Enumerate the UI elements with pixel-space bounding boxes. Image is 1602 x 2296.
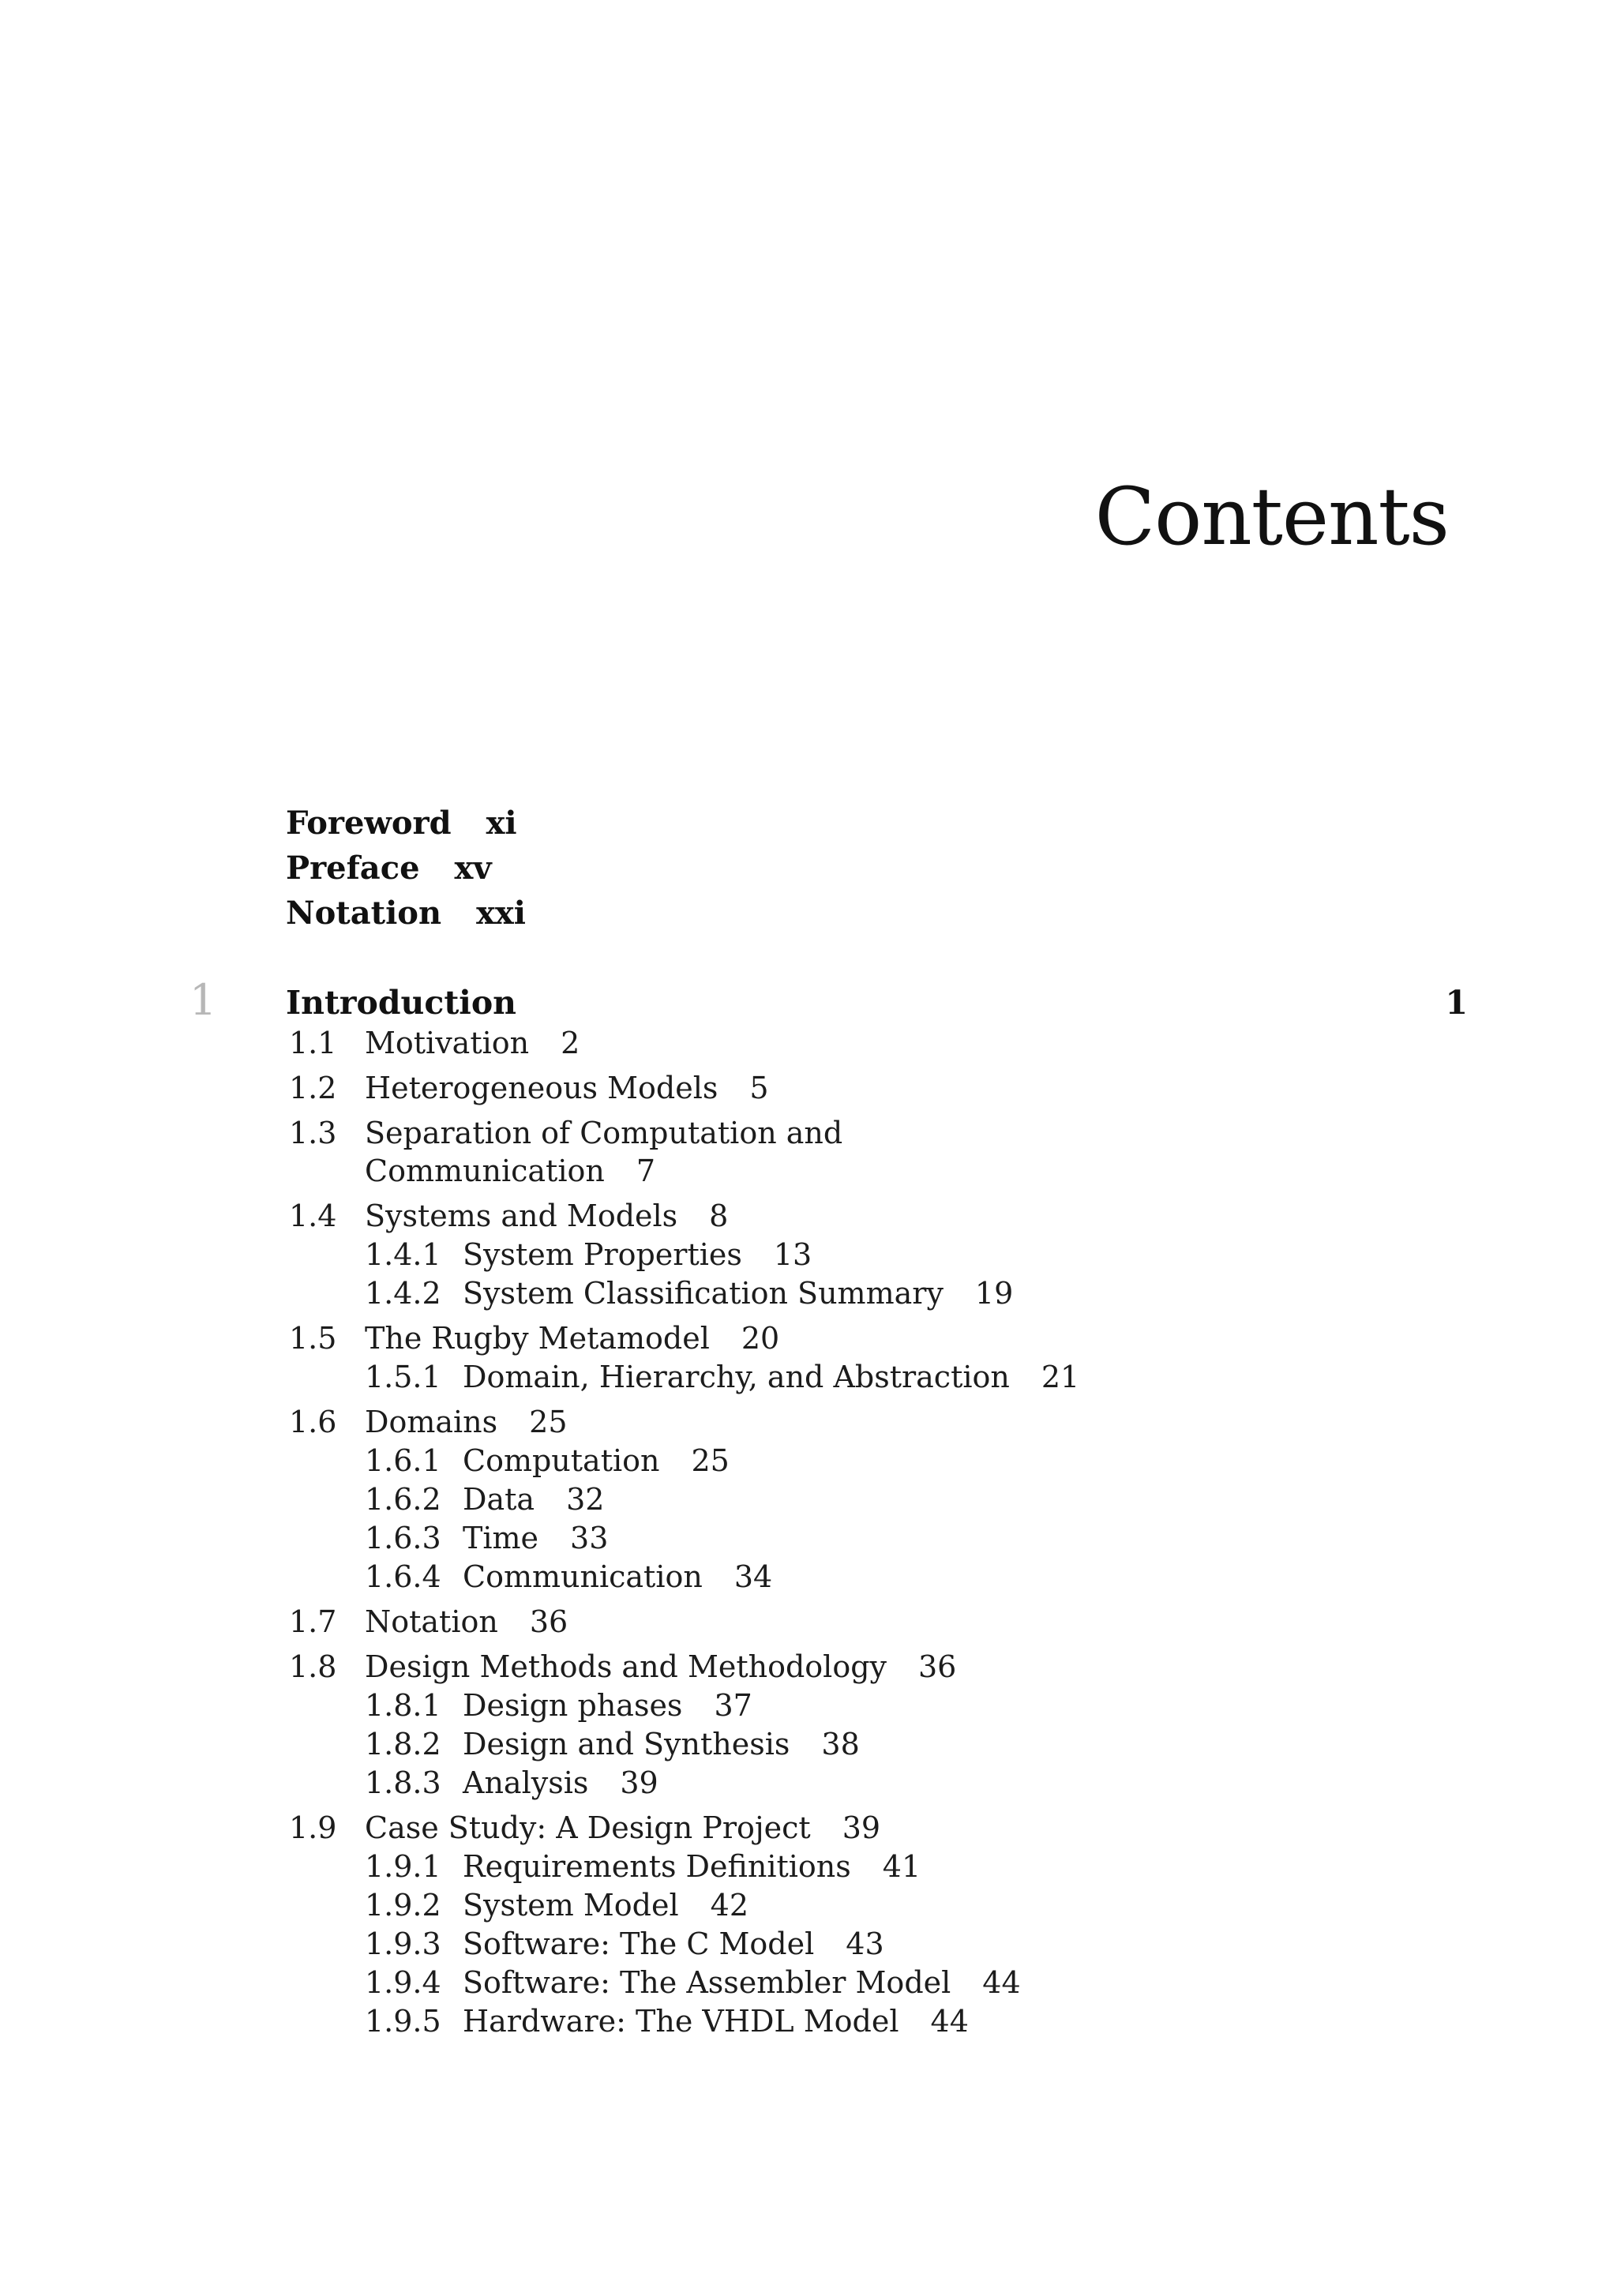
subsection-title: Software: The C Model 43	[463, 1926, 884, 1961]
section-title: Heterogeneous Models 5	[365, 1071, 769, 1105]
subsection-number: 1.9.4	[365, 1965, 441, 2000]
toc-entry-notation	[286, 895, 526, 932]
subsection-page: 33	[570, 1521, 609, 1555]
section-number: 1.1	[289, 1026, 337, 1060]
subsection-number: 1.4.2	[365, 1276, 441, 1311]
subsection-title: System Classification Summary 19	[463, 1276, 1014, 1311]
section-title: Design Methods and Methodology 36	[365, 1649, 957, 1684]
subsection-number: 1.9.2	[365, 1888, 441, 1923]
subsection-title: Hardware: The VHDL Model 44	[463, 2004, 969, 2039]
subsection-page: 44	[930, 2004, 969, 2039]
section-page: 2	[561, 1026, 580, 1060]
section-title: Systems and Models 8	[365, 1199, 729, 1233]
page-title: Contents	[1094, 471, 1449, 563]
section-number: 1.5	[289, 1321, 337, 1356]
subsection-title: System Model 42	[463, 1888, 748, 1923]
entry-page: xv	[454, 850, 492, 887]
subsection-page: 38	[821, 1727, 860, 1761]
chapter-title: Introduction	[286, 984, 516, 1022]
section-number: 1.7	[289, 1604, 337, 1639]
subsection-number: 1.8.2	[365, 1727, 441, 1761]
subsection-page: 34	[733, 1559, 773, 1594]
chapter-number: 1	[189, 975, 217, 1025]
section-title: The Rugby Metamodel 20	[365, 1321, 780, 1356]
section-title: Motivation 2	[365, 1026, 580, 1060]
subsection-title: Data 32	[463, 1482, 605, 1517]
subsection-title: Design phases 37	[463, 1688, 752, 1723]
subsection-title: Software: The Assembler Model 44	[463, 1965, 1021, 2000]
subsection-page: 19	[974, 1276, 1014, 1311]
section-page: 8	[709, 1199, 729, 1233]
subsection-title: System Properties 13	[463, 1237, 812, 1272]
subsection-page: 25	[691, 1443, 730, 1478]
section-title: Domains 25	[365, 1405, 568, 1439]
section-page: 7	[636, 1154, 656, 1188]
subsection-number: 1.4.1	[365, 1237, 441, 1272]
subsection-title: Requirements Definitions 41	[463, 1849, 921, 1884]
section-page: 36	[529, 1604, 568, 1639]
subsection-page: 37	[714, 1688, 752, 1723]
entry-title: Preface	[286, 850, 420, 887]
subsection-title: Domain, Hierarchy, and Abstraction 21	[463, 1360, 1080, 1394]
section-title: Case Study: A Design Project 39	[365, 1810, 881, 1845]
section-page: 25	[529, 1405, 568, 1439]
section-title: Separation of Computation and	[365, 1116, 843, 1150]
subsection-title: Design and Synthesis 38	[463, 1727, 860, 1761]
toc-entry-foreword	[286, 805, 517, 842]
subsection-page: 13	[773, 1237, 812, 1272]
section-number: 1.4	[289, 1199, 337, 1233]
section-title: Notation 36	[365, 1604, 568, 1639]
entry-title: Notation	[286, 895, 442, 932]
subsection-number: 1.9.5	[365, 2004, 441, 2039]
toc-entry-preface	[286, 850, 492, 887]
subsection-page: 39	[620, 1765, 658, 1800]
subsection-number: 1.6.1	[365, 1443, 441, 1478]
section-title-continued: Communication 7	[365, 1154, 656, 1188]
subsection-number: 1.8.3	[365, 1765, 441, 1800]
subsection-page: 44	[982, 1965, 1021, 2000]
section-page: 36	[918, 1649, 957, 1684]
section-page: 39	[842, 1810, 881, 1845]
section-page: 20	[741, 1321, 780, 1356]
subsection-number: 1.8.1	[365, 1688, 441, 1723]
subsection-page: 41	[882, 1849, 921, 1884]
subsection-title: Communication 34	[463, 1559, 773, 1594]
section-number: 1.2	[289, 1071, 337, 1105]
subsection-number: 1.6.2	[365, 1482, 441, 1517]
subsection-page: 43	[846, 1926, 884, 1961]
section-number: 1.6	[289, 1405, 337, 1439]
entry-title: Foreword	[286, 805, 452, 842]
entry-page: xxi	[476, 895, 526, 932]
subsection-number: 1.6.3	[365, 1521, 441, 1555]
subsection-page: 21	[1041, 1360, 1080, 1394]
section-number: 1.8	[289, 1649, 337, 1684]
entry-page: xi	[486, 805, 517, 842]
section-page: 5	[749, 1071, 769, 1105]
subsection-page: 42	[710, 1888, 748, 1923]
subsection-title: Computation 25	[463, 1443, 730, 1478]
section-number: 1.3	[289, 1116, 337, 1150]
subsection-title: Time 33	[463, 1521, 609, 1555]
section-number: 1.9	[289, 1810, 337, 1845]
subsection-number: 1.5.1	[365, 1360, 441, 1394]
subsection-page: 32	[566, 1482, 605, 1517]
subsection-number: 1.9.1	[365, 1849, 441, 1884]
chapter-page: 1	[1445, 984, 1468, 1022]
subsection-number: 1.6.4	[365, 1559, 441, 1594]
subsection-number: 1.9.3	[365, 1926, 441, 1961]
subsection-title: Analysis 39	[463, 1765, 658, 1800]
